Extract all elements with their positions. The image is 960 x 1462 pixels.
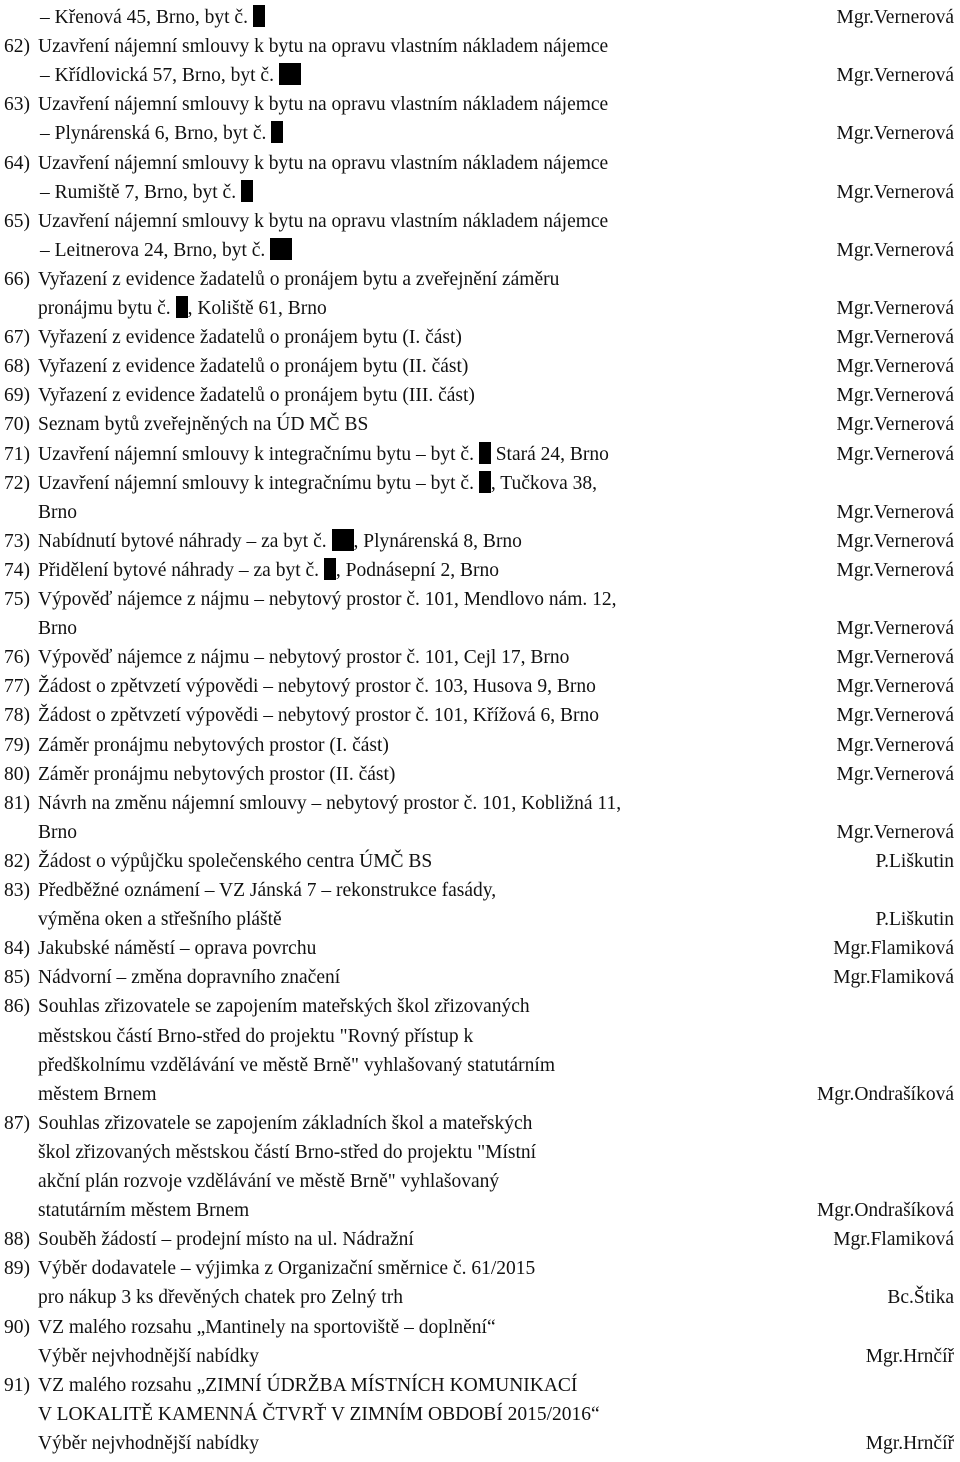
agenda-item-continuation xyxy=(0,1342,960,1371)
responsible-person: Mgr.Vernerová xyxy=(836,705,954,727)
agenda-item-continuation xyxy=(0,1283,960,1312)
item-text xyxy=(38,847,432,876)
item-number: 78) xyxy=(4,705,30,727)
item-number: 74) xyxy=(4,559,30,581)
item-number: 75) xyxy=(4,589,30,610)
responsible-person: Mgr.Vernerová xyxy=(836,763,954,785)
item-text-part: Uzavření nájemní smlouvy k integračnímu bytu – byt č. xyxy=(38,443,479,465)
item-text xyxy=(38,1371,577,1400)
item-text-part: Záměr pronájmu nebytových prostor (II. část) xyxy=(38,763,396,785)
item-text-part: Uzavření nájemní smlouvy k bytu na opravu vlastním nákladem nájemce xyxy=(38,36,609,58)
item-text-part: městskou částí Brno-střed do projektu "Rovný přístup k xyxy=(38,1025,474,1047)
item-text-part: Předběžné oznámení – VZ Jánská 7 – rekonstrukce fasády, xyxy=(38,880,497,901)
item-text-part: V LOKALITĚ KAMENNÁ ČTVRŤ V ZIMNÍM OBDOBÍ 2015/2016“ xyxy=(38,1403,600,1425)
item-text xyxy=(38,469,597,498)
item-text-part: Vyřazení z evidence žadatelů o pronájem bytu (II. část) xyxy=(38,356,469,378)
agenda-item xyxy=(0,265,960,294)
agenda-item xyxy=(0,672,960,701)
agenda-item xyxy=(0,1109,960,1138)
agenda-item xyxy=(0,527,960,556)
item-text-part: městem Brnem xyxy=(38,1083,157,1105)
agenda-item xyxy=(0,32,960,61)
item-text xyxy=(38,818,77,847)
item-number: 86) xyxy=(4,996,30,1018)
agenda-item xyxy=(0,1371,960,1400)
item-text xyxy=(38,992,530,1021)
item-text xyxy=(38,731,389,760)
item-text-part: Seznam bytů zveřejněných na ÚD MČ BS xyxy=(38,414,369,436)
item-text xyxy=(38,585,617,614)
item-text xyxy=(38,1429,259,1458)
responsible-person: Mgr.Vernerová xyxy=(836,821,954,843)
redaction-block xyxy=(241,180,253,202)
item-number: 73) xyxy=(4,530,30,552)
item-text-part: pro nákup 3 ks dřevěných chatek pro Zelný trh xyxy=(38,1287,403,1309)
agenda-item-continuation xyxy=(0,1196,960,1225)
item-text xyxy=(38,1196,249,1225)
item-text xyxy=(38,556,499,585)
agenda-item-continuation xyxy=(0,119,960,148)
item-text-part: předškolnímu vzdělávání ve městě Brně" vyhlašovaný statutárním xyxy=(38,1054,555,1076)
redaction-block xyxy=(324,558,336,580)
responsible-person: Mgr.Vernerová xyxy=(836,443,954,465)
item-text-part: Uzavření nájemní smlouvy k bytu na opravu vlastním nákladem nájemce xyxy=(38,210,609,232)
responsible-person: Mgr.Vernerová xyxy=(836,385,954,407)
redaction-block xyxy=(479,471,491,493)
responsible-person: Mgr.Flamiková xyxy=(833,1229,954,1251)
redaction-block xyxy=(271,121,283,143)
item-text-part: Výběr nejvhodnější nabídky xyxy=(38,1345,259,1367)
item-text xyxy=(38,614,77,643)
agenda-item-continuation xyxy=(0,1080,960,1109)
item-text-part: Žádost o zpětvzetí výpovědi – nebytový prostor č. 103, Husova 9, Brno xyxy=(38,676,596,698)
item-text-part: Uzavření nájemní smlouvy k bytu na opravu vlastním nákladem nájemce xyxy=(38,152,609,174)
item-text xyxy=(38,1167,499,1196)
item-text-part: Souhlas zřizovatele se zapojením základních škol a mateřských xyxy=(38,1112,533,1134)
item-text xyxy=(40,236,292,265)
agenda-item xyxy=(0,149,960,178)
agenda-item xyxy=(0,789,960,818)
item-text-part: Výpověď nájemce z nájmu – nebytový prostor č. 101, Mendlovo nám. 12, xyxy=(38,589,617,610)
responsible-person: Mgr.Vernerová xyxy=(836,327,954,349)
item-text xyxy=(38,905,282,934)
responsible-person: Mgr.Vernerová xyxy=(836,356,954,378)
item-number: 82) xyxy=(4,850,30,872)
item-text-part: , Tučkova 38, xyxy=(490,472,598,494)
item-text-part: Nádvorní – změna dopravního značení xyxy=(38,967,341,989)
item-text-part: výměna oken a střešního pláště xyxy=(38,909,282,931)
responsible-person: Mgr.Vernerová xyxy=(836,7,954,28)
item-text xyxy=(38,1022,473,1051)
item-text-part: škol zřizovaných městskou částí Brno-střed do projektu "Místní xyxy=(38,1141,537,1163)
item-number: 64) xyxy=(4,152,30,174)
item-text-part: , Koliště 61, Brno xyxy=(187,298,327,319)
agenda-item xyxy=(0,847,960,876)
item-text xyxy=(38,527,522,556)
agenda-item xyxy=(0,760,960,789)
item-number: 63) xyxy=(4,94,30,116)
item-text-part: – Rumiště 7, Brno, byt č. xyxy=(40,181,241,203)
item-text-part: VZ malého rozsahu „Mantinely na sportoviště – doplnění“ xyxy=(38,1316,496,1338)
item-number: 90) xyxy=(4,1316,30,1338)
item-text-part: Výběr dodavatele – výjimka z Organizační směrnice č. 61/2015 xyxy=(38,1258,536,1280)
item-text-part: Jakubské náměstí – oprava povrchu xyxy=(38,938,317,960)
agenda-item xyxy=(0,1313,960,1342)
item-text-part: Návrh na změnu nájemní smlouvy – nebytový prostor č. 101, Kobližná 11, xyxy=(38,792,622,814)
item-text xyxy=(38,934,316,963)
agenda-item-continuation xyxy=(0,1429,960,1458)
responsible-person: Mgr.Vernerová xyxy=(836,123,954,145)
responsible-person: P.Liškutin xyxy=(875,909,954,931)
item-text-part: Výběr nejvhodnější nabídky xyxy=(38,1432,259,1454)
item-text xyxy=(38,643,569,672)
agenda-item-continuation xyxy=(0,1022,960,1051)
item-text-part: statutárním městem Brnem xyxy=(38,1200,250,1222)
item-text xyxy=(38,701,599,730)
item-text-part: Žádost o výpůjčku společenského centra ÚMČ BS xyxy=(38,850,433,872)
agenda-item-continuation xyxy=(0,1138,960,1167)
agenda-item-continuation xyxy=(0,236,960,265)
responsible-person: Mgr.Vernerová xyxy=(836,414,954,436)
item-text xyxy=(38,789,621,818)
item-number: 91) xyxy=(4,1374,30,1396)
item-text-part: Přidělení bytové náhrady – za byt č. xyxy=(38,559,324,581)
responsible-person: Mgr.Vernerová xyxy=(836,65,954,87)
item-text xyxy=(38,207,608,236)
agenda-item xyxy=(0,585,960,614)
item-text-part: Souběh žádostí – prodejní místo na ul. Nádražní xyxy=(38,1229,414,1251)
responsible-person: P.Liškutin xyxy=(875,850,954,872)
item-text-part: – Křenová 45, Brno, byt č. xyxy=(40,7,253,28)
item-text xyxy=(38,1283,403,1312)
agenda-item-continuation xyxy=(0,905,960,934)
responsible-person: Mgr.Flamiková xyxy=(833,938,954,960)
responsible-person: Mgr.Vernerová xyxy=(836,239,954,261)
responsible-person: Mgr.Vernerová xyxy=(836,618,954,640)
agenda-item xyxy=(0,440,960,469)
item-number: 84) xyxy=(4,938,30,960)
item-text-part: – Plynárenská 6, Brno, byt č. xyxy=(40,123,272,145)
item-text xyxy=(40,119,283,148)
item-text xyxy=(38,1080,157,1109)
item-text-part: Záměr pronájmu nebytových prostor (I. část) xyxy=(38,734,389,756)
item-text xyxy=(38,1400,600,1429)
redaction-block xyxy=(176,296,188,318)
item-text-part: Souhlas zřizovatele se zapojením mateřských škol zřizovaných xyxy=(38,996,530,1018)
agenda-item xyxy=(0,1254,960,1283)
item-text xyxy=(40,3,265,32)
item-text xyxy=(38,672,596,701)
responsible-person: Mgr.Vernerová xyxy=(836,647,954,669)
item-number: 68) xyxy=(4,356,30,378)
agenda-item-continuation xyxy=(0,1051,960,1080)
item-number: 85) xyxy=(4,967,30,989)
item-text-part: – Křídlovická 57, Brno, byt č. xyxy=(40,65,279,87)
item-text-part: Výpověď nájemce z nájmu – nebytový prostor č. 101, Cejl 17, Brno xyxy=(38,647,570,669)
item-text-part: Uzavření nájemní smlouvy k integračnímu bytu – byt č. xyxy=(38,472,479,494)
agenda-item-continuation xyxy=(0,1167,960,1196)
item-text-part: Brno xyxy=(38,821,77,843)
responsible-person: Mgr.Vernerová xyxy=(836,298,954,319)
item-number: 81) xyxy=(4,792,30,814)
item-text xyxy=(38,1313,496,1342)
agenda-item xyxy=(0,469,960,498)
item-number: 67) xyxy=(4,327,30,349)
item-number: 87) xyxy=(4,1112,30,1134)
agenda-item xyxy=(0,963,960,992)
item-number: 76) xyxy=(4,647,30,669)
agenda-item xyxy=(0,323,960,352)
item-text-part: Vyřazení z evidence žadatelů o pronájem bytu (I. část) xyxy=(38,327,462,349)
item-text-part: Stará 24, Brno xyxy=(490,443,609,465)
responsible-person: Mgr.Hrnčíř xyxy=(865,1345,954,1367)
agenda-item xyxy=(0,381,960,410)
agenda-item xyxy=(0,876,960,905)
item-number: 88) xyxy=(4,1229,30,1251)
item-text-part: , Plynárenská 8, Brno xyxy=(353,530,522,552)
redaction-block xyxy=(332,529,354,551)
item-text xyxy=(38,323,462,352)
item-number: 89) xyxy=(4,1258,30,1280)
item-text-part: akční plán rozvoje vzdělávání ve městě Brně" vyhlašovaný xyxy=(38,1171,500,1192)
agenda-item xyxy=(0,992,960,1021)
item-number: 80) xyxy=(4,763,30,785)
agenda-item xyxy=(0,731,960,760)
item-text xyxy=(38,265,559,294)
item-text xyxy=(38,1254,535,1283)
agenda-item xyxy=(0,643,960,672)
responsible-person: Mgr.Vernerová xyxy=(836,501,954,523)
item-text xyxy=(38,1225,414,1254)
agenda-item xyxy=(0,934,960,963)
item-number: 66) xyxy=(4,268,30,290)
item-number: 71) xyxy=(4,443,30,465)
item-text-part: pronájmu bytu č. xyxy=(38,298,176,319)
item-number: 79) xyxy=(4,734,30,756)
agenda-item xyxy=(0,90,960,119)
item-text xyxy=(38,90,608,119)
item-number: 72) xyxy=(4,472,30,494)
responsible-person: Mgr.Vernerová xyxy=(836,734,954,756)
item-number: 83) xyxy=(4,880,30,901)
responsible-person: Mgr.Ondrašíková xyxy=(816,1200,954,1222)
agenda-item xyxy=(0,207,960,236)
item-text xyxy=(40,61,301,90)
item-text xyxy=(38,1109,532,1138)
item-text-part: Brno xyxy=(38,501,77,523)
agenda-item-continuation xyxy=(0,1400,960,1429)
item-text-part: – Leitnerova 24, Brno, byt č. xyxy=(40,239,271,261)
item-number: 77) xyxy=(4,676,30,698)
item-text xyxy=(38,149,608,178)
item-text xyxy=(38,963,340,992)
responsible-person: Mgr.Vernerová xyxy=(836,181,954,203)
responsible-person: Mgr.Vernerová xyxy=(836,559,954,581)
agenda-item xyxy=(0,556,960,585)
redaction-block xyxy=(279,63,301,85)
item-text xyxy=(38,352,468,381)
item-text-part: Brno xyxy=(38,618,77,640)
item-number: 69) xyxy=(4,385,30,407)
item-text-part: Uzavření nájemní smlouvy k bytu na opravu vlastním nákladem nájemce xyxy=(38,94,609,116)
responsible-person: Mgr.Vernerová xyxy=(836,530,954,552)
item-text xyxy=(38,440,609,469)
item-text xyxy=(38,32,608,61)
agenda-item-continuation xyxy=(0,3,960,32)
agenda-item xyxy=(0,352,960,381)
item-text xyxy=(38,381,475,410)
redaction-block xyxy=(253,5,265,27)
responsible-person: Mgr.Vernerová xyxy=(836,676,954,698)
redaction-block xyxy=(479,442,491,464)
agenda-item-continuation xyxy=(0,614,960,643)
agenda-item xyxy=(0,410,960,439)
item-text xyxy=(38,1138,536,1167)
item-text-part: Vyřazení z evidence žadatelů o pronájem bytu a zveřejnění záměru xyxy=(38,268,560,290)
agenda-item-continuation xyxy=(0,498,960,527)
agenda-item-continuation xyxy=(0,178,960,207)
responsible-person: Mgr.Ondrašíková xyxy=(816,1083,954,1105)
item-text xyxy=(38,1342,259,1371)
item-number: 62) xyxy=(4,36,30,58)
item-text xyxy=(38,876,496,905)
responsible-person: Mgr.Hrnčíř xyxy=(865,1432,954,1454)
redaction-block xyxy=(270,238,292,260)
item-text xyxy=(38,1051,555,1080)
item-text-part: Nabídnutí bytové náhrady – za byt č. xyxy=(38,530,332,552)
item-text xyxy=(38,498,77,527)
agenda-item-continuation xyxy=(0,294,960,323)
item-text xyxy=(38,410,368,439)
item-text xyxy=(38,760,395,789)
item-text-part: Vyřazení z evidence žadatelů o pronájem bytu (III. část) xyxy=(38,385,475,407)
item-text xyxy=(38,294,327,323)
item-text-part: , Podnásepní 2, Brno xyxy=(335,559,499,581)
agenda-item xyxy=(0,701,960,730)
responsible-person: Bc.Štika xyxy=(887,1287,954,1309)
item-text-part: Žádost o zpětvzetí výpovědi – nebytový prostor č. 101, Křížová 6, Brno xyxy=(38,705,600,727)
agenda-item-continuation xyxy=(0,818,960,847)
agenda-item-continuation xyxy=(0,61,960,90)
agenda-item xyxy=(0,1225,960,1254)
item-number: 70) xyxy=(4,414,30,436)
responsible-person: Mgr.Flamiková xyxy=(833,967,954,989)
item-number: 65) xyxy=(4,210,30,232)
item-text-part: VZ malého rozsahu „ZIMNÍ ÚDRŽBA MÍSTNÍCH KOMUNIKACÍ xyxy=(38,1374,578,1396)
item-text xyxy=(40,178,253,207)
